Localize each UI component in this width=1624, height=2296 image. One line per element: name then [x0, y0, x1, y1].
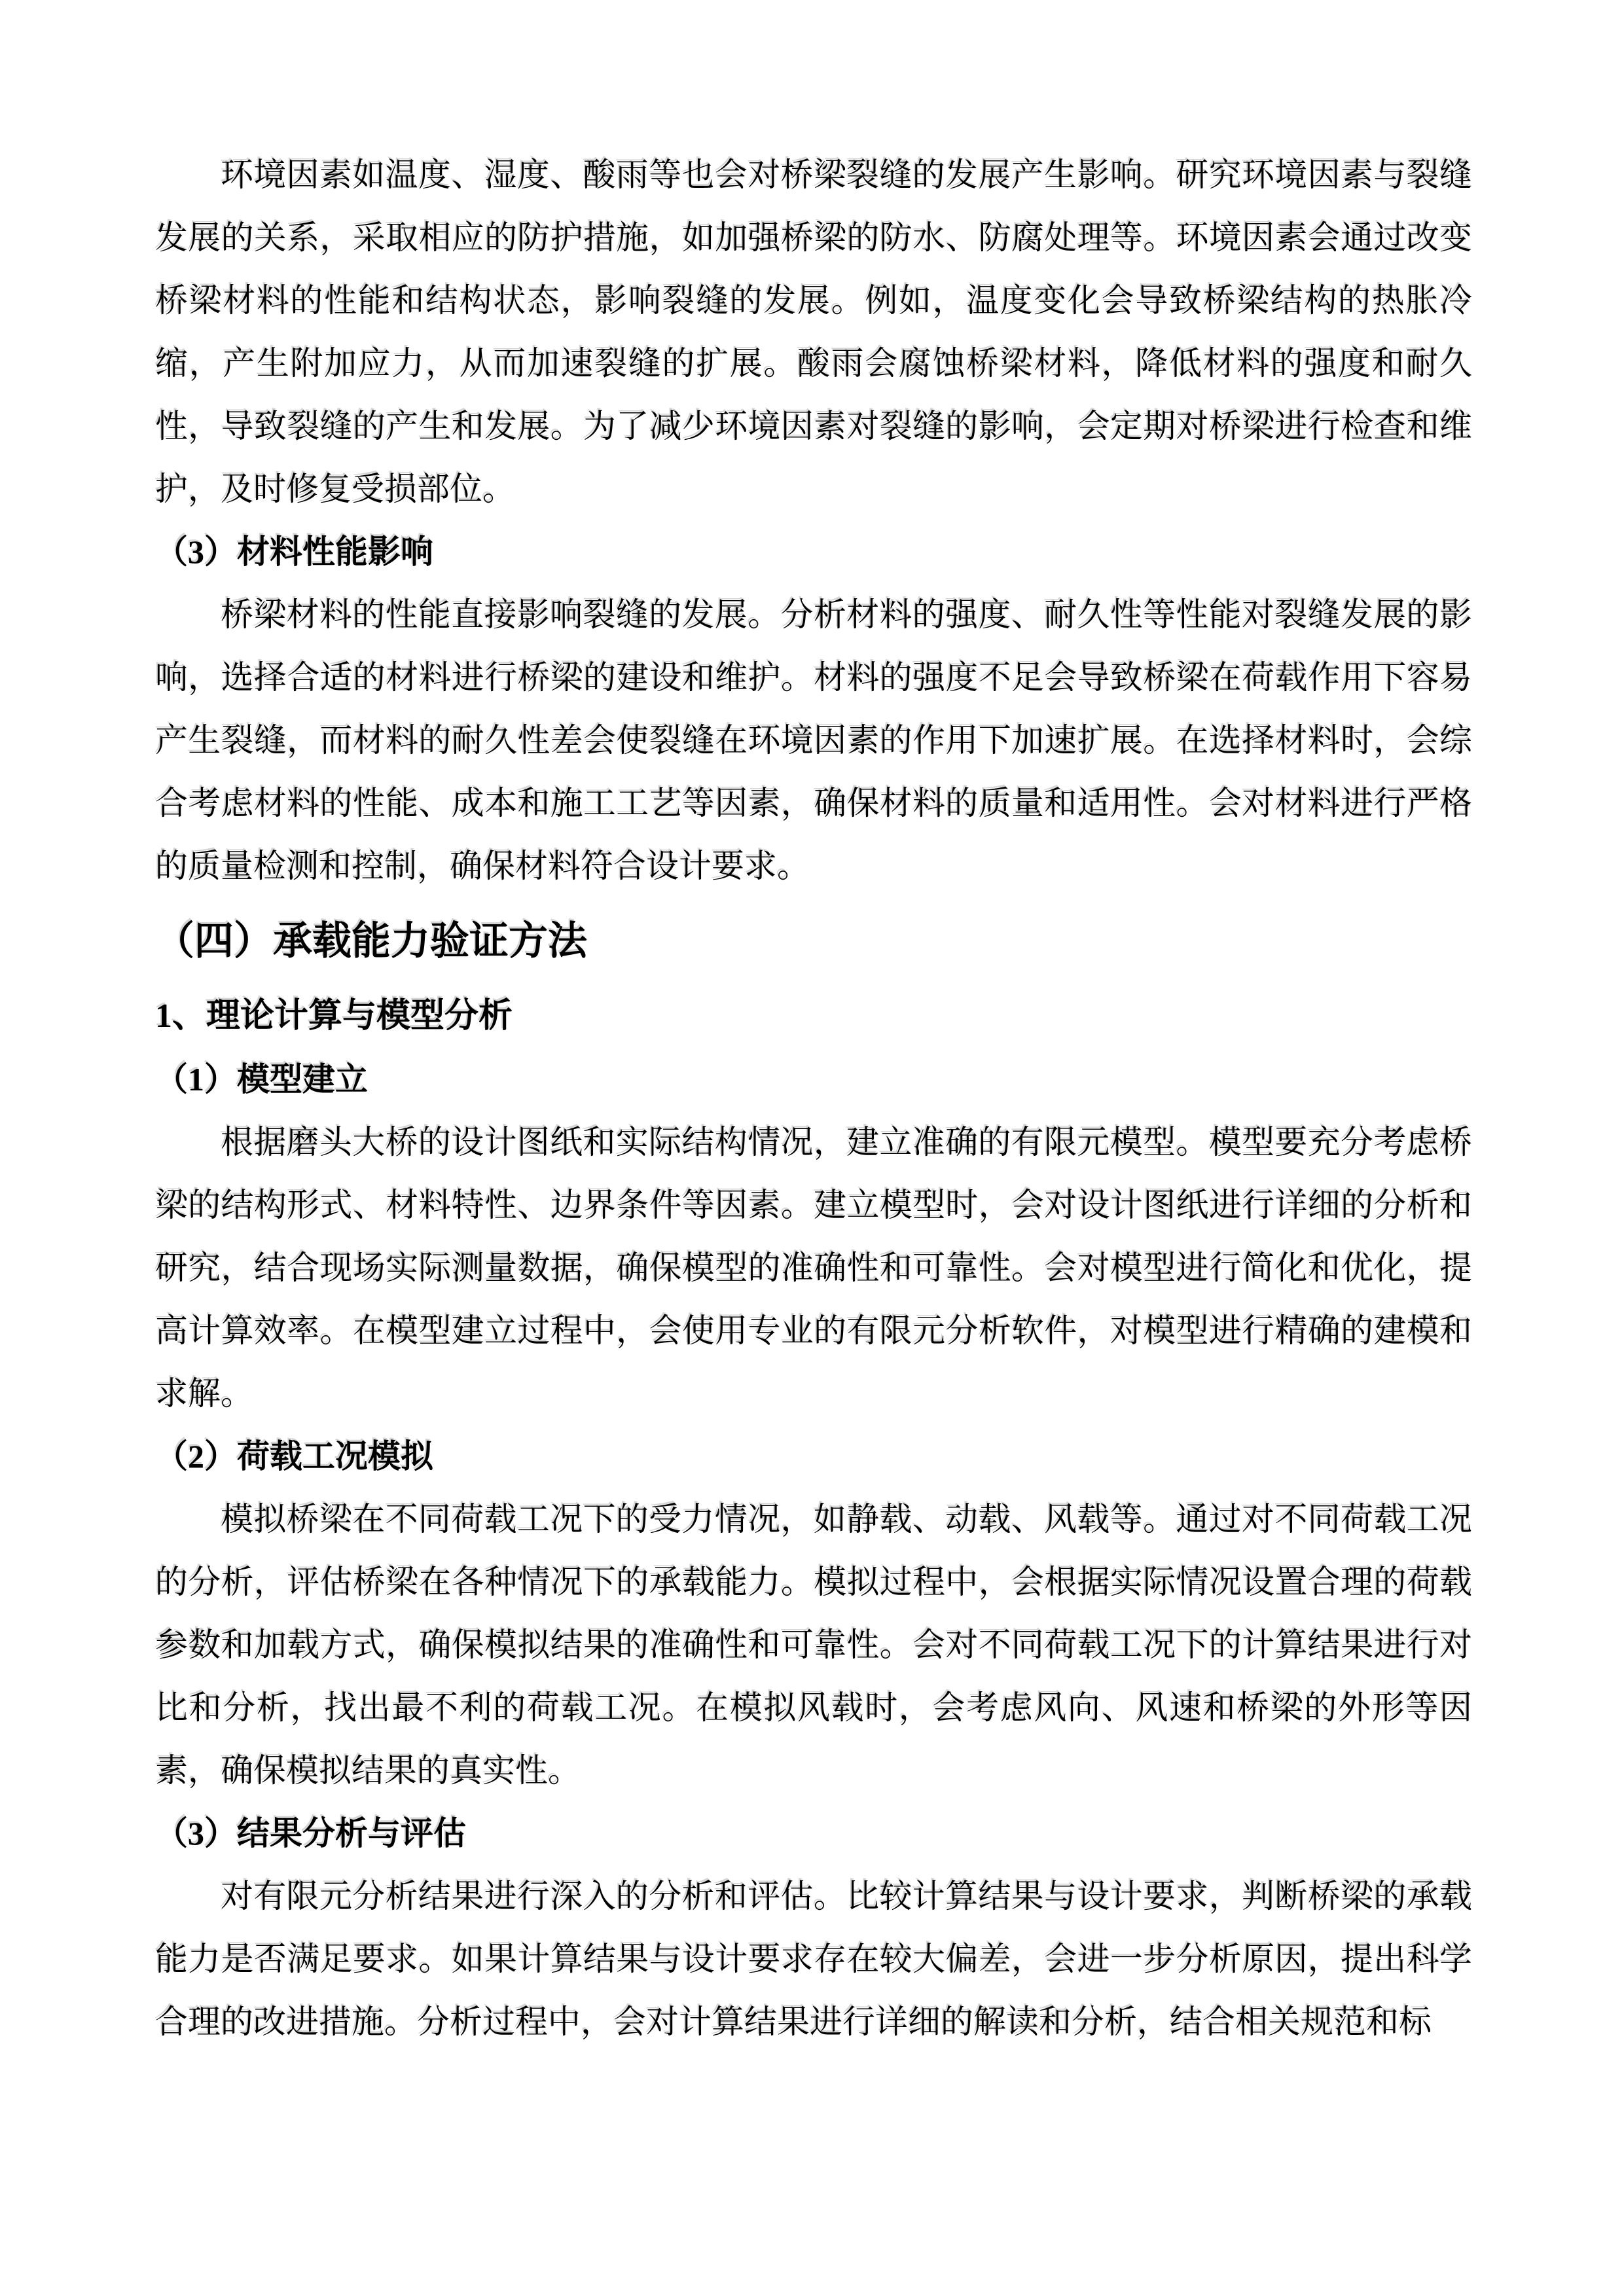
paragraph-result-analysis-evaluation: 对有限元分析结果进行深入的分析和评估。比较计算结果与设计要求，判断桥梁的承载能力是否满足要求。如果计算结果与设计要求存在较大偏差，会进一步分析原因，提出科学合理的改进措施。分析过程中，会对计算结果进行详细的解读和分析，结合相关规范和标	[155, 1878, 1472, 2040]
heading-theoretical-calculation-model-analysis: 1、理论计算与模型分析	[155, 997, 513, 1035]
paragraph-material-performance: 桥梁材料的性能直接影响裂缝的发展。分析材料的强度、耐久性等性能对裂缝发展的影响，选择合适的材料进行桥梁的建设和维护。材料的强度不足会导致桥梁在荷载作用下容易产生裂缝，而材料的耐久性差会使裂缝在环境因素的作用下加速扩展。在选择材料时，会综合考虑材料的性能、成本和施工工艺等因素，确保材料的质量和适用性。会对材料进行严格的质量检测和控制，确保材料符合设计要求。	[155, 596, 1472, 884]
heading-load-capacity-verification-methods: （四）承载能力验证方法	[155, 920, 587, 963]
heading-load-condition-simulation: （2）荷载工况模拟	[155, 1438, 433, 1475]
heading-result-analysis-evaluation: （3）结果分析与评估	[155, 1815, 466, 1852]
paragraph-load-condition-simulation: 模拟桥梁在不同荷载工况下的受力情况，如静载、动载、风载等。通过对不同荷载工况的分析，评估桥梁在各种情况下的承载能力。模拟过程中，会根据实际情况设置合理的荷载参数和加载方式，确保模拟结果的准确性和可靠性。会对不同荷载工况下的计算结果进行对比和分析，找出最不利的荷载工况。在模拟风载时，会考虑风向、风速和桥梁的外形等因素，确保模拟结果的真实性。	[155, 1501, 1472, 1789]
heading-model-building: （1）模型建立	[155, 1061, 368, 1098]
paragraph-model-building: 根据磨头大桥的设计图纸和实际结构情况，建立准确的有限元模型。模型要充分考虑桥梁的结构形式、材料特性、边界条件等因素。建立模型时，会对设计图纸进行详细的分析和研究，结合现场实际测量数据，确保模型的准确性和可靠性。会对模型进行简化和优化，提高计算效率。在模型建立过程中，会使用专业的有限元分析软件，对模型进行精确的建模和求解。	[155, 1124, 1472, 1412]
paragraph-environmental-factors: 环境因素如温度、湿度、酸雨等也会对桥梁裂缝的发展产生影响。研究环境因素与裂缝发展的关系，采取相应的防护措施，如加强桥梁的防水、防腐处理等。环境因素会通过改变桥梁材料的性能和结构状态，影响裂缝的发展。例如，温度变化会导致桥梁结构的热胀冷缩，产生附加应力，从而加速裂缝的扩展。酸雨会腐蚀桥梁材料，降低材料的强度和耐久性，导致裂缝的产生和发展。为了减少环境因素对裂缝的影响，会定期对桥梁进行检查和维护，及时修复受损部位。	[155, 156, 1472, 507]
heading-material-performance-impact: （3）材料性能影响	[155, 533, 433, 570]
